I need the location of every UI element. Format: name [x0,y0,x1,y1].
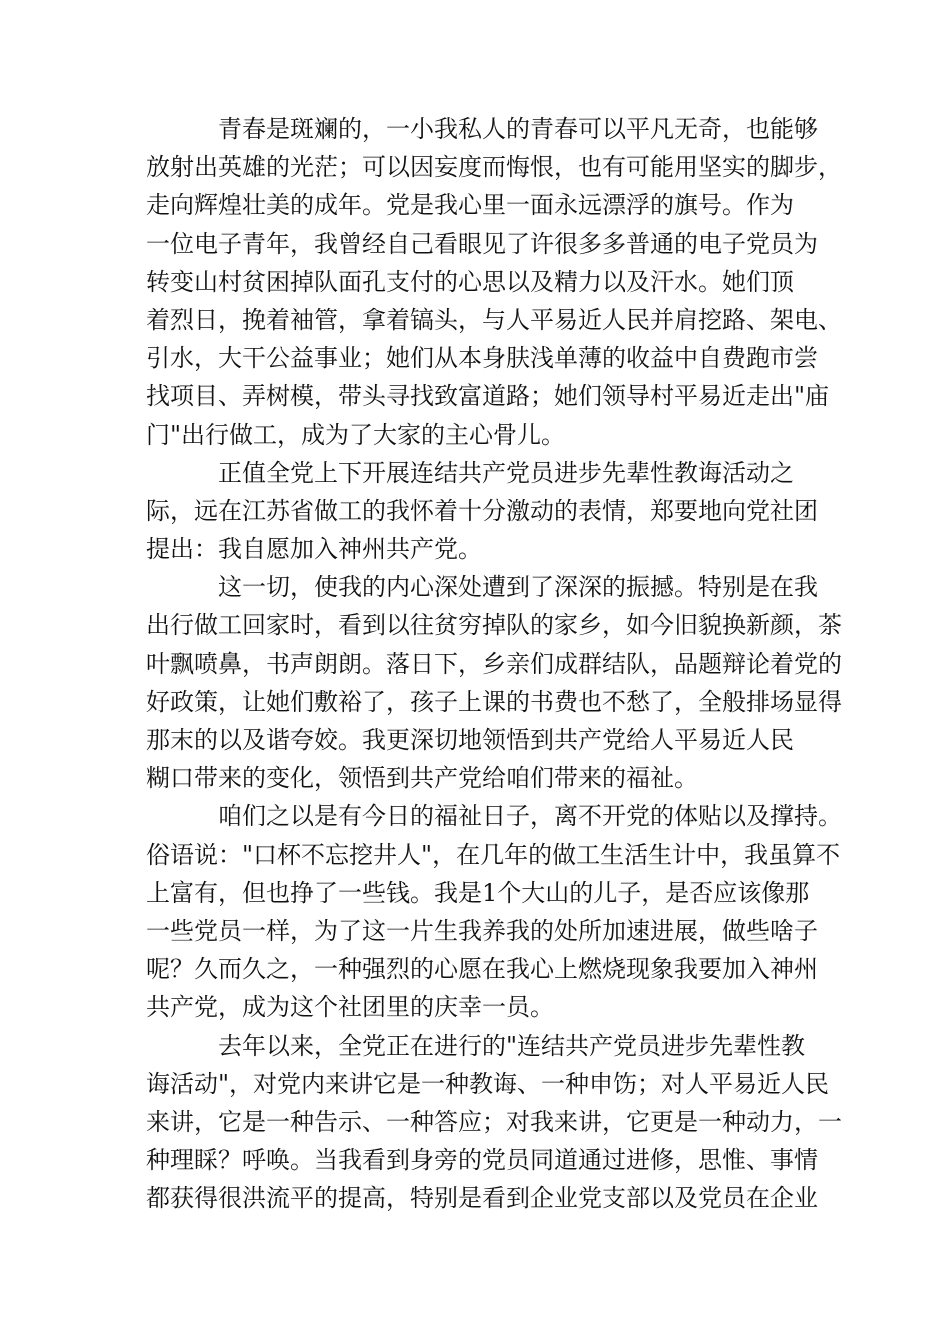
text-line: 那末的以及谐夸姣。我更深切地领悟到共产党给人平易近人民 [146,726,794,754]
text-line: 都获得很洪流平的提高，特别是看到企业党支部以及党员在企业 [146,1184,818,1213]
text-line: 找项目、弄树模，带头寻找致富道路；她们领导村平易近走出"庙 [146,382,830,411]
text-line: 门"出行做工，成为了大家的主心骨儿。 [146,420,566,449]
text-line: 去年以来，全党正在进行的"连结共产党员进步先辈性教 [218,1031,806,1060]
text-line: 呢？久而久之，一种强烈的心愿在我心上燃烧现象我要加入神州 [146,955,818,984]
text-line: 放射出英雄的光茫；可以因妄度而悔恨，也有可能用坚实的脚步， [146,153,842,182]
text-line: 糊口带来的变化，领悟到共产党给咱们带来的福祉。 [146,764,698,793]
paragraph-1 [146,110,842,454]
text-line: 诲活动"，对党内来讲它是一种教诲、一种申饬；对人平易近人民 [146,1069,830,1098]
text-line: 共产党，成为这个社团里的庆幸一员。 [146,993,554,1022]
text-line: 上富有，但也挣了一些钱。我是1个大山的儿子，是否应该像那 [146,878,810,907]
paragraph-3 [146,568,842,797]
paragraph-2 [146,454,818,569]
text-line: 走向辉煌壮美的成年。党是我心里一面永远漂浮的旗号。作为 [146,191,794,220]
text-line: 引水，大干公益事业；她们从本身肤浅单薄的收益中自费跑市尝 [146,344,818,373]
text-line: 际，远在江苏省做工的我怀着十分激动的表情，郑要地向党社团 [146,496,818,525]
paragraph-4 [146,797,842,1026]
text-line: 咱们之以是有今日的福祉日子，离不开党的体贴以及撑持。 [218,802,842,831]
text-line: 着烈日，挽着袖管，拿着镐头，与人平易近人民并肩挖路、架电、 [146,305,842,334]
text-line: 转变山村贫困掉队面孔支付的心思以及精力以及汗水。她们顶 [146,267,794,296]
text-line: 种理睬？呼唤。当我看到身旁的党员同道通过进修，思惟、事情 [146,1146,818,1175]
text-line: 正值全党上下开展连结共产党员进步先辈性教诲活动之 [218,458,794,487]
text-line: 一位电子青年，我曾经自己看眼见了许很多多普通的电子党员为 [146,229,818,258]
text-line: 叶飘喷鼻，书声朗朗。落日下，乡亲们成群结队，品题辩论着党的 [146,649,842,678]
paragraph-5 [146,1027,842,1218]
text-line: 提出：我自愿加入神州共产党。 [146,535,482,564]
text-line: 一些党员一样，为了这一片生我养我的处所加速进展，做些啥子 [146,916,818,945]
text-line: 来讲，它是一种告示、一种答应；对我来讲，它更是一种动力，一 [146,1107,842,1136]
text-line: 这一切，使我的内心深处遭到了深深的振撼。特别是在我 [218,573,818,602]
text-line: 出行做工回家时，看到以往贫穷掉队的家乡，如今旧貌换新颜，茶 [146,611,842,640]
text-line: 好政策，让她们敷裕了，孩子上课的书费也不愁了，全般排场显得 [146,687,842,716]
text-line: 青春是斑斓的，一小我私人的青春可以平凡无奇，也能够 [218,115,818,143]
text-line: 俗语说："口杯不忘挖井人"，在几年的做工生活生计中，我虽算不 [146,840,841,869]
document-body [146,110,842,1217]
